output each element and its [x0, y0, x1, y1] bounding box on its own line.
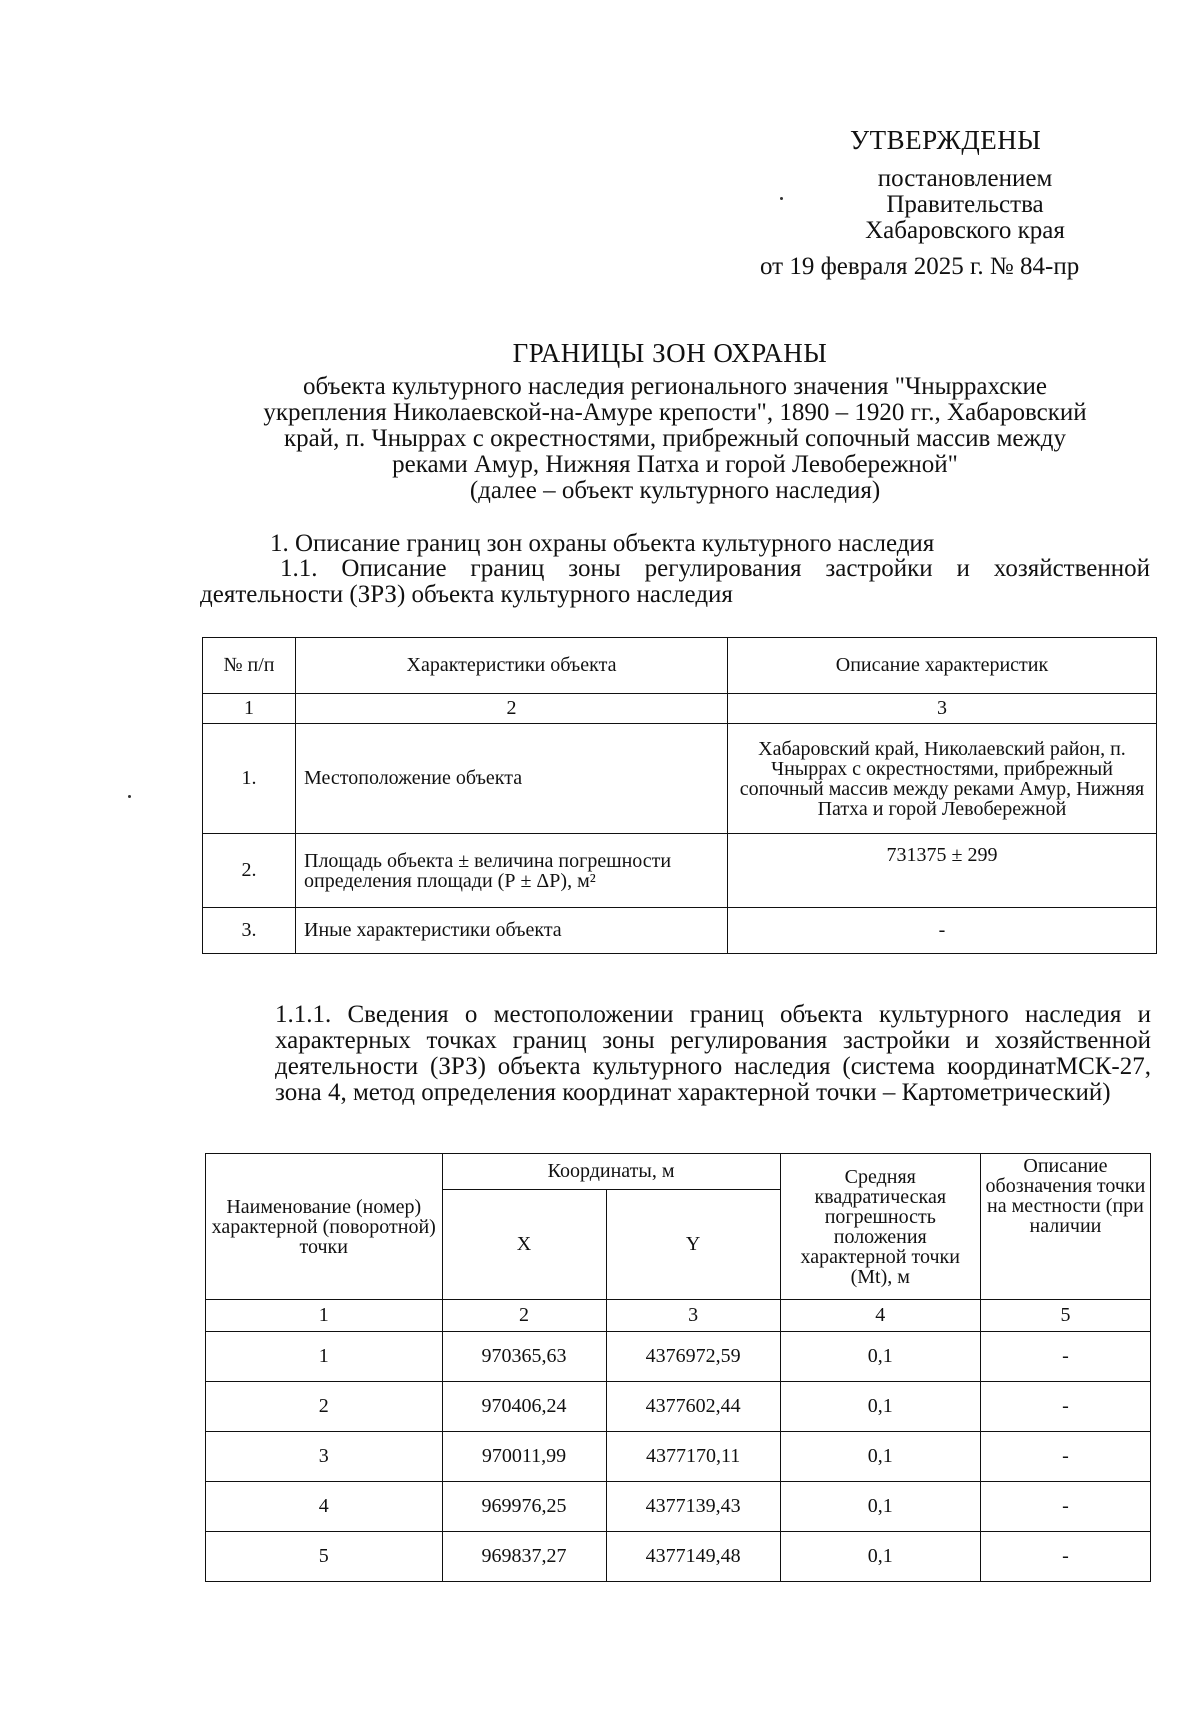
row-characteristic: Иные характеристики объекта [296, 908, 728, 954]
row-description: 731375 ± 299 [728, 834, 1157, 908]
point-number: 4 [206, 1482, 443, 1532]
column-number: 2 [296, 694, 728, 724]
coord-y: 4377170,11 [606, 1432, 780, 1482]
row-number: 3. [203, 908, 296, 954]
row-number: 1. [203, 724, 296, 834]
document-subtitle [200, 374, 1150, 504]
row-description: - [728, 908, 1157, 954]
coord-x: 970406,24 [442, 1382, 606, 1432]
coord-error: 0,1 [780, 1432, 980, 1482]
coord-x: 969976,25 [442, 1482, 606, 1532]
coord-y: 4377139,43 [606, 1482, 780, 1532]
subtitle-line: объекта культурного наследия регионального значения "Чныррахские [303, 373, 1047, 400]
subtitle-line: реками Амур, Нижняя Патха и горой Левобережной" [392, 451, 958, 478]
table-row [206, 1532, 1151, 1582]
approval-line-3: Хабаровского края [865, 217, 1065, 244]
table-row [206, 1482, 1151, 1532]
point-number: 1 [206, 1332, 443, 1382]
point-description: - [980, 1432, 1150, 1482]
coord-x: 970011,99 [442, 1432, 606, 1482]
row-characteristic: Площадь объекта ± величина погрешности определения площади (Р ± ΔР), м² [296, 834, 728, 908]
table-row [203, 834, 1157, 908]
subtitle-line: (далее – объект культурного наследия) [469, 477, 881, 504]
table-row [206, 1382, 1151, 1432]
column-number: 3 [606, 1300, 780, 1332]
header-x: X [442, 1190, 606, 1300]
point-number: 5 [206, 1532, 443, 1582]
subtitle-line: край, п. Чныррах с окрестностями, прибрежный сопочный массив между [283, 425, 1067, 452]
approval-line-1: постановлением [877, 165, 1053, 192]
column-number: 1 [206, 1300, 443, 1332]
column-number: 4 [780, 1300, 980, 1332]
point-description: - [980, 1382, 1150, 1432]
table-row [203, 908, 1157, 954]
header-point-name: Наименование (номер) характерной (поворотной) точки [206, 1154, 443, 1300]
scan-speck [780, 197, 783, 200]
approval-date: от 19 февраля 2025 г. № 84-пр [760, 253, 1080, 280]
row-characteristic: Местоположение объекта [296, 724, 728, 834]
coord-x: 970365,63 [442, 1332, 606, 1382]
document-title: ГРАНИЦЫ ЗОН ОХРАНЫ [512, 338, 828, 368]
coord-y: 4376972,59 [606, 1332, 780, 1382]
coord-y: 4377602,44 [606, 1382, 780, 1432]
coord-x: 969837,27 [442, 1532, 606, 1582]
header-error: Средняя квадратическая погрешность положения характерной точки (Mt), м [780, 1154, 980, 1300]
table-row [206, 1432, 1151, 1482]
row-number: 2. [203, 834, 296, 908]
point-number: 2 [206, 1382, 443, 1432]
point-description: - [980, 1482, 1150, 1532]
coord-error: 0,1 [780, 1382, 980, 1432]
characteristics-table [202, 637, 1157, 954]
row-description: Хабаровский край, Николаевский район, п. Чныррах с окрестностями, прибрежный сопочный массив между реками Амур, Нижняя Патха и горой Левобережной [728, 724, 1157, 834]
section-heading: 1. Описание границ зон охраны объекта культурного наследия [270, 530, 935, 557]
subtitle-line: укрепления Николаевской-на-Амуре крепости", 1890 – 1920 гг., Хабаровский [263, 399, 1087, 426]
coordinates-table [205, 1153, 1151, 1582]
coord-error: 0,1 [780, 1332, 980, 1382]
coord-error: 0,1 [780, 1532, 980, 1582]
table-row [206, 1332, 1151, 1382]
column-number: 3 [728, 694, 1157, 724]
section-subheading: 1.1. Описание границ зоны регулирования застройки и хозяйственной деятельности (ЗРЗ) объекта культурного наследия [200, 555, 1150, 608]
column-number: 5 [980, 1300, 1150, 1332]
point-number: 3 [206, 1432, 443, 1482]
point-description: - [980, 1532, 1150, 1582]
header-y: Y [606, 1190, 780, 1300]
header-description: Описание обозначения точки на местности (при наличии [980, 1154, 1150, 1300]
approval-line-2: Правительства [886, 191, 1044, 218]
table-row [203, 724, 1157, 834]
column-number: 2 [442, 1300, 606, 1332]
approval-title: УТВЕРЖДЕНЫ [850, 125, 1042, 155]
table-header: Характеристики объекта [296, 638, 728, 694]
section-paragraph: 1.1.1. Сведения о местоположении границ объекта культурного наследия и характерных точках границ зоны регулирования застройки и хозяйственной деятельности (ЗРЗ) объекта культурного наследия (система координатМСК-27, зона 4, метод определения координат характерной точки – Картометрический) [275, 1001, 1151, 1106]
header-coordinates: Координаты, м [442, 1154, 780, 1190]
table-header: № п/п [203, 638, 296, 694]
coord-error: 0,1 [780, 1482, 980, 1532]
scan-speck [128, 795, 131, 798]
coord-y: 4377149,48 [606, 1532, 780, 1582]
point-description: - [980, 1332, 1150, 1382]
column-number: 1 [203, 694, 296, 724]
table-header: Описание характеристик [728, 638, 1157, 694]
